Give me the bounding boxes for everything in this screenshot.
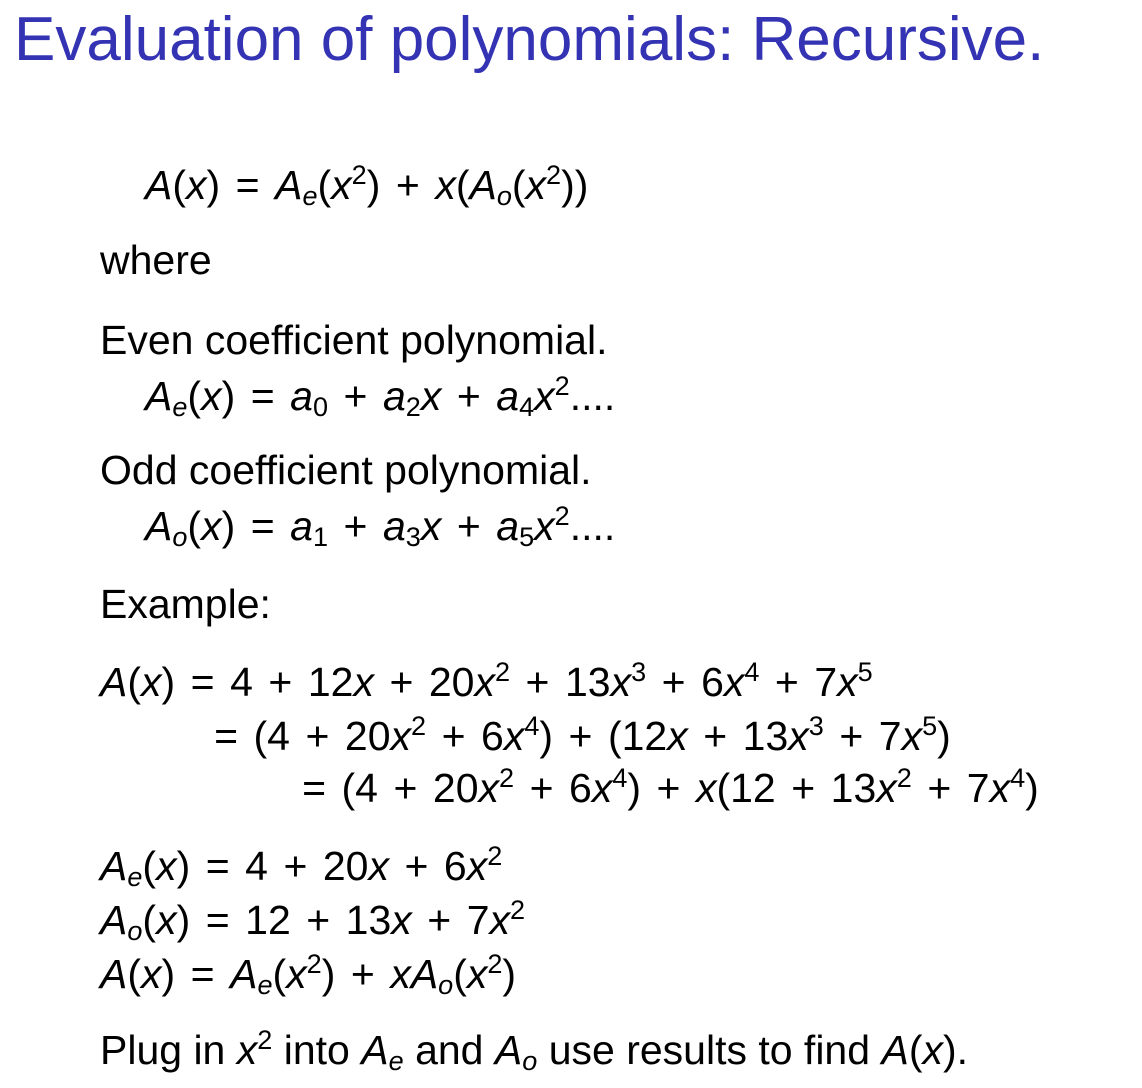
where-label: where xyxy=(100,237,212,283)
conclusion-text-2: into xyxy=(283,1027,350,1073)
odd-heading: Odd coefficient polynomial. xyxy=(100,447,592,493)
conclusion-text-3: and xyxy=(415,1027,484,1073)
example-line-2: = $(4 + 20x^2 + 6x^4) + (12x + 13x^3 + 7x^5)$ xyxy=(214,711,951,759)
example-even-result: $A_e(x) = 4 + 20x + 6x^2$ xyxy=(100,841,503,892)
even-heading: Even coefficient polynomial. xyxy=(100,317,608,363)
slide-title: Evaluation of polynomials: Recursive. xyxy=(14,5,1045,74)
example-label: Example: xyxy=(100,581,271,627)
conclusion-line: Plug in $x^2$ into $A_e$ and $A_o$ use results to find A(x). xyxy=(100,1025,969,1076)
odd-formula: $A_o(x) = a_1 + a_3x + a_5x^2$.... xyxy=(145,501,616,552)
example-combined: $A(x) = A_e(x^2) + xA_o(x^2)$ xyxy=(100,949,517,1000)
conclusion-text-1: Plug in xyxy=(100,1027,226,1073)
even-formula: $A_e(x) = a_0 + a_2x + a_4x^2$.... xyxy=(145,371,616,422)
example-odd-result: $A_o(x) = 12 + 13x + 7x^2$ xyxy=(100,895,526,946)
example-line-3: = $(4 + 20x^2 + 6x^4) + x(12 + 13x^2 + 7x^4)$ xyxy=(302,763,1039,811)
example-line-1: $A(x) = 4 + 12x + 20x^2 + 13x^3 + 6x^4 + 7x^5$ xyxy=(100,657,873,705)
conclusion-text-4: use results to find xyxy=(548,1027,871,1073)
main-formula: $A(x) = A_e(x^2) + x(A_o(x^2))$ xyxy=(145,160,589,211)
